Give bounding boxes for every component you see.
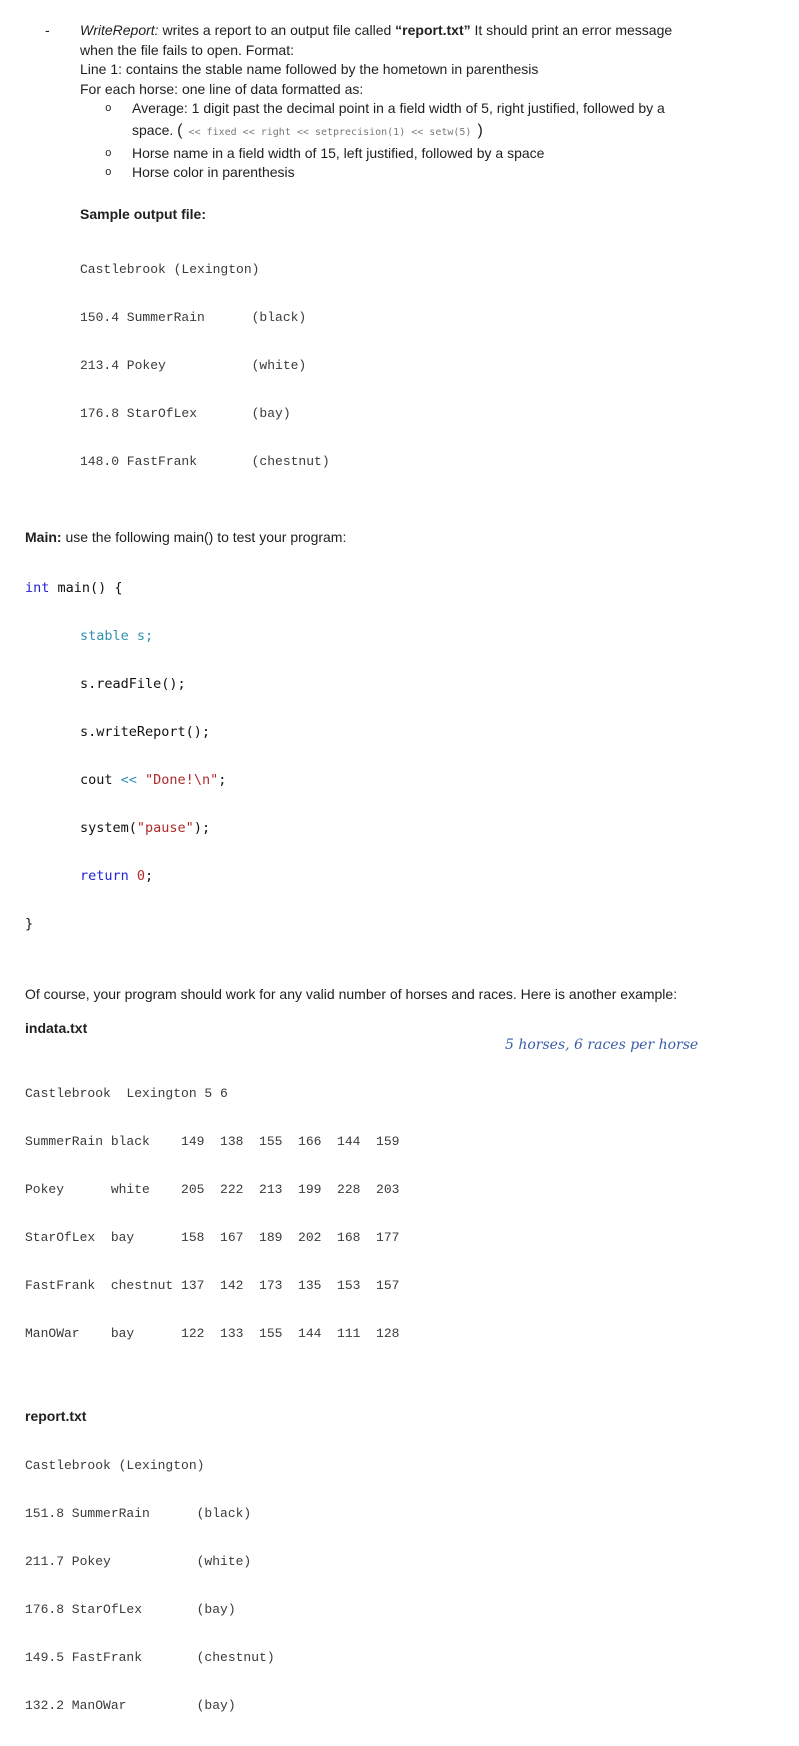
main-code-block [25,548,799,964]
code-line [25,820,799,836]
bullet-dash: - [45,22,50,38]
stream-operator: << [120,771,137,788]
code-line: s.writeReport(); [80,723,211,740]
report-line: 132.2 ManOWar (bay) [25,1698,236,1713]
sub-bullet-horse-name [80,144,799,164]
report-listing [25,1426,799,1746]
indata-line: Pokey white 205 222 213 199 228 203 [25,1182,400,1197]
sub-bullet-marker: o [105,147,112,160]
sample-output-line: 150.4 SummerRain (black) [80,310,307,325]
of-course-paragraph: Of course, your program should work for any valid number of horses and races. Here is another example: [25,985,678,1002]
writereport-tail-text: It should print an error message [470,22,673,38]
writereport-line-2: when the file fails to open. Format: [80,41,294,58]
indata-line: FastFrank chestnut 137 142 173 135 153 157 [25,1278,400,1293]
sub-bullet-average-line-2 [132,119,799,144]
sub-bullet-horse-name-text: Horse name in a field width of 15, left justified, followed by a space [132,144,545,161]
sub-bullet-marker: o [105,103,112,115]
sample-output-line: 213.4 Pokey (white) [80,358,307,373]
sample-output-line: Castlebrook (Lexington) [80,262,260,277]
string-literal-pause: "pause" [136,819,194,836]
indata-line: Castlebrook Lexington 5 6 [25,1086,228,1101]
code-line [25,868,799,884]
report-line: Castlebrook (Lexington) [25,1458,205,1473]
indata-heading: indata.txt [25,1020,88,1036]
indata-listing [25,1038,799,1374]
main-intro-text: use the following main() to test your program: [61,529,347,545]
code-text: ); [193,819,211,836]
sub-bullet-marker: o [105,167,112,179]
indata-line: StarOfLex bay 158 167 189 202 168 177 [25,1230,400,1245]
report-heading: report.txt [25,1408,87,1424]
code-text: cout [80,771,121,788]
report-line: 211.7 Pokey (white) [25,1554,252,1569]
sub-bullet-average [80,99,799,144]
open-paren: ( [177,121,183,139]
code-text: system( [80,819,137,836]
code-line [25,580,799,596]
writereport-term: WriteReport: [80,22,159,38]
handwritten-annotation: 5 horses, 6 races per horse [505,1037,699,1053]
string-literal-done: "Done!\n" [145,771,219,788]
writereport-line-3: Line 1: contains the stable name followed by the hometown in parenthesis [80,61,539,77]
sample-output-line: 176.8 StarOfLex (bay) [80,406,291,421]
report-line: 151.8 SummerRain (black) [25,1506,252,1521]
code-text: ; [145,867,154,884]
indata-line: ManOWar bay 122 133 155 144 111 128 [25,1326,400,1341]
code-line: s.readFile(); [80,675,186,692]
iomanip-code-snippet: << fixed << right << setprecision(1) << setw(5) [182,126,478,138]
keyword-int: int [25,579,50,596]
sample-output-heading: Sample output file: [80,205,206,222]
sub-bullet-horse-color-text: Horse color in parenthesis [132,164,295,180]
sub-bullet-average-line-1: Average: 1 digit past the decimal point in a field width of 5, right justified, followed by a [132,100,665,116]
main-label: Main: [25,529,62,545]
sample-output-listing [80,230,799,502]
average-space-text: space. [132,121,178,138]
indata-line: SummerRain black 149 138 155 166 144 159 [25,1134,400,1149]
code-text: ; [218,771,227,788]
writereport-line-1 [80,21,799,41]
close-paren: ) [477,121,483,139]
code-text [137,772,145,788]
sample-output-line: 148.0 FastFrank (chestnut) [80,454,330,469]
report-line: 149.5 FastFrank (chestnut) [25,1650,275,1665]
report-filename-bold: “report.txt” [395,22,471,38]
writereport-bullet-section [45,21,799,183]
code-line [25,772,799,788]
report-line: 176.8 StarOfLex (bay) [25,1602,236,1617]
document-page [0,21,799,1713]
code-text: main() { [49,579,123,596]
code-line: } [25,915,34,932]
sub-bullet-horse-color [80,163,799,183]
keyword-return: return [80,867,129,884]
main-intro-line [25,528,799,548]
number-literal: 0 [128,867,146,884]
writereport-mid-text: writes a report to an output file called [158,22,396,38]
code-line: stable s; [80,627,154,644]
writereport-line-4: For each horse: one line of data formatted as: [80,80,364,97]
